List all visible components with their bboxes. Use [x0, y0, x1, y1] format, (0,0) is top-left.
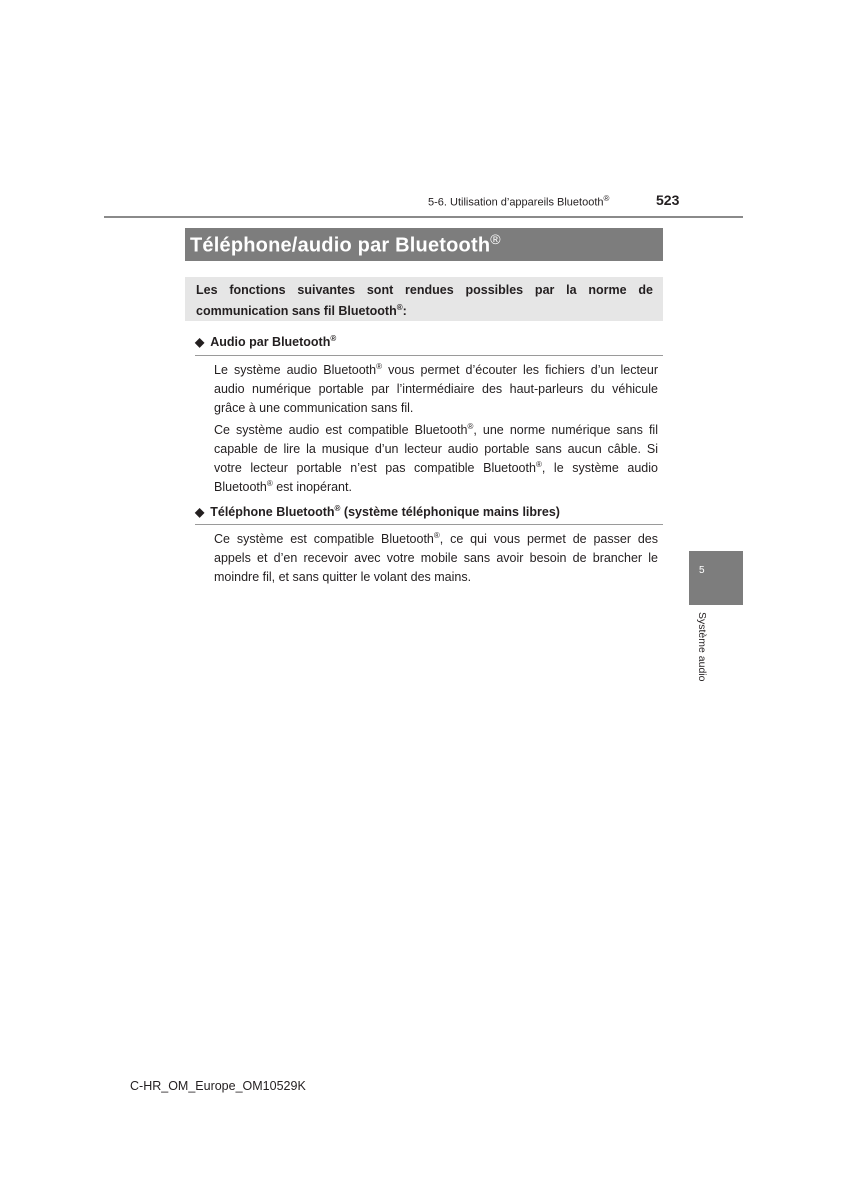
section-divider	[195, 355, 663, 356]
page-number: 523	[656, 192, 680, 208]
chapter-number: 5	[699, 565, 705, 576]
intro-text-main: Les fonctions suivantes sont rendues possibles par la norme de communication sans fil Bluetooth	[196, 283, 653, 319]
reg-mark: ®	[266, 478, 273, 488]
para-text: est inopérant.	[272, 480, 352, 494]
header-section-label: 5-6. Utilisation d’appareils Bluetooth	[428, 196, 604, 209]
intro-colon: :	[402, 304, 407, 319]
para-text: vous permet d’écouter les fichiers d’un lecteur audio numérique portable par l’intermédiaire des haut-parleurs du véhicule grâce à une communication sans fil.	[214, 363, 658, 415]
reg-mark: ®	[376, 361, 382, 371]
page-title-reg: ®	[490, 231, 501, 247]
diamond-bullet-icon: ◆	[195, 335, 205, 350]
section-heading-suffix: (système téléphonique mains libres)	[340, 505, 560, 520]
footer-document-code: C-HR_OM_Europe_OM10529K	[130, 1079, 306, 1093]
paragraph-audio-2	[214, 421, 658, 497]
paragraph-audio-1	[214, 361, 658, 418]
section-divider	[195, 524, 663, 525]
chapter-tab	[689, 551, 743, 605]
running-header	[428, 194, 609, 209]
reg-mark: ®	[467, 421, 474, 431]
section-heading-reg: ®	[330, 334, 337, 343]
para-text: , le système audio Bluetooth	[214, 461, 658, 494]
section-heading-telephone	[195, 504, 560, 519]
reg-mark: ®	[433, 530, 440, 540]
page-title-bar	[185, 228, 663, 261]
para-text: Le système audio Bluetooth	[214, 363, 377, 377]
header-divider	[104, 216, 743, 218]
intro-text	[196, 281, 653, 320]
page-title-text: Téléphone/audio par Bluetooth	[190, 234, 491, 257]
chapter-label: Système audio	[696, 612, 708, 682]
section-heading-text: Audio par Bluetooth	[210, 335, 331, 350]
section-heading-audio	[195, 334, 336, 349]
diamond-bullet-icon: ◆	[195, 505, 205, 520]
intro-box	[185, 277, 663, 321]
section-heading-reg: ®	[334, 504, 341, 513]
para-text: Ce système est compatible Bluetooth	[214, 532, 434, 546]
paragraph-telephone-1	[214, 530, 658, 587]
section-heading-text: Téléphone Bluetooth	[210, 505, 335, 520]
reg-mark: ®	[535, 459, 542, 469]
para-text: , une norme numérique sans fil capable de lire la musique d’un lecteur audio portable sans aucun câble. Si votre lecteur portable n’est pas compatible Bluetooth	[214, 423, 658, 475]
para-text: Ce système audio est compatible Bluetooth	[214, 423, 468, 437]
intro-reg-mark: ®	[396, 303, 403, 312]
page-title	[190, 231, 501, 258]
header-reg-mark: ®	[603, 194, 610, 203]
para-text: , ce qui vous permet de passer des appels et d’en recevoir avec votre mobile sans avoir besoin de brancher le moindre fil, et sans quitter le volant des mains.	[214, 532, 658, 584]
